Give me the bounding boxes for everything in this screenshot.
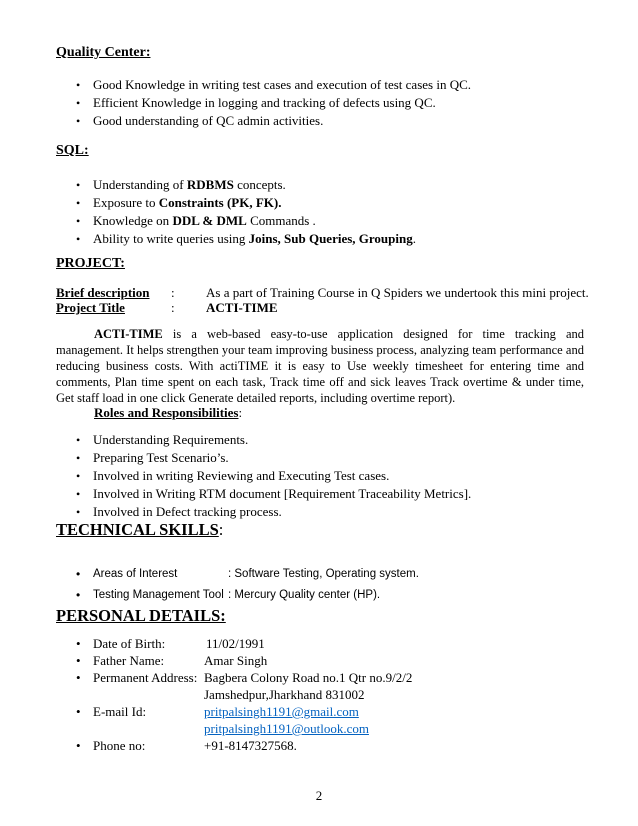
- list-item: • Testing Management Tool : Mercury Quality center (HP).: [76, 585, 224, 606]
- project-title-value: ACTI-TIME: [206, 300, 278, 315]
- list-item: • Knowledge on DDL & DML Commands .: [76, 212, 416, 230]
- list-item: • Involved in Writing RTM document [Requirement Traceability Metrics].: [76, 485, 471, 503]
- sql-heading: SQL:: [56, 143, 89, 158]
- list-item: • Involved in writing Reviewing and Executing Test cases.: [76, 467, 471, 485]
- list-item: • Good Knowledge in writing test cases and execution of test cases in QC.: [76, 76, 471, 94]
- quality-center-list: [76, 76, 471, 130]
- list-item: • Understanding Requirements.: [76, 431, 471, 449]
- project-description: ACTI-TIME is a web-based easy-to-use application designed for time tracking and management. It helps strengthen your team improving business process, analyzing team performance and reducing business costs. With actiTIME it is easy to Use weekly timesheet for entering time and comments, Plan time spent on each task, Track time off and sick leaves Track overtime & under time, Get staff load in one click Generate detailed reports, including overtime report).: [56, 327, 584, 405]
- list-item: • Ability to write queries using Joins, Sub Queries, Grouping.: [76, 230, 416, 248]
- brief-description-value: As a part of Training Course in Q Spiders we undertook this mini project.: [206, 285, 589, 300]
- project-title-row: Project Title : ACTI-TIME: [56, 300, 278, 315]
- email-link-gmail[interactable]: pritpalsingh1191@gmail.com: [204, 704, 359, 719]
- list-item: • Exposure to Constraints (PK, FK).: [76, 194, 416, 212]
- resume-page: Quality Center: • Good Knowledge in writing test cases and execution of test cases in QC. • Efficient Knowledge in logging and tracking of defects using QC. • Good understanding of QC admin activities. SQL: • Understanding of RDBMS concepts. • Exposure to Constraints (PK, FK). • Knowledge on DDL & DML Commands . • Ability to write queries using Joins, Sub Queries, Grouping. PROJECT: Brief description : As a part of Training Course in Q Spiders we undertook this mini project. Project Title : ACTI-TIME ACTI-TIME is a web-based easy-to-use application designed for time tracking and management. It helps strengthen your team improving business process, analyzing team performance and reducing business costs. With actiTIME it is easy to Use weekly timesheet for entering time and comments, Plan time spent on each task, Track time off and sick leaves Track overtime & under time, Get staff load in one click Generate detailed reports, including overtime report). Roles and Responsibilities: • Understanding Requirements. • Preparing Test Scenario’s. • Involved in writing Reviewing and Executing Test cases. • Involved in Writing RTM document [Requirement Traceability Metrics]. • Involved in Defect tracking process. TECHNICAL SKILLS: • Areas of Interest : Software Testing, Operating system. • Testing Management Tool : Mercury Quality center (HP). PERSONAL DETAILS: • Date of Birth: 11/02/1991 • Father Name: Amar Singh • Permanent Address: Bagbera Colony Road no.1 Qtr no.9/2/2 Jamshedpur,Jharkhand 831002 • E-mail Id: pritpalsingh1191@gmail.com pritpalsingh1191@outlook.com • Phone no: +91-8147327568. 2: [0, 0, 638, 826]
- technical-skills-list: [76, 564, 419, 606]
- brief-description-row: Brief description : As a part of Training Course in Q Spiders we undertook this mini project.: [56, 285, 589, 300]
- list-item: • Preparing Test Scenario’s.: [76, 449, 471, 467]
- technical-skills-heading: TECHNICAL SKILLS:: [56, 520, 224, 539]
- list-item: • Good understanding of QC admin activities.: [76, 112, 471, 130]
- roles-list: [76, 431, 471, 521]
- brief-description-label: Brief description: [56, 285, 150, 300]
- page-number: 2: [315, 788, 323, 803]
- project-heading: PROJECT:: [56, 256, 125, 271]
- quality-center-heading: Quality Center:: [56, 45, 151, 60]
- project-title-label: Project Title: [56, 300, 125, 315]
- email-link-outlook[interactable]: pritpalsingh1191@outlook.com: [204, 721, 369, 736]
- list-item: • Efficient Knowledge in logging and tracking of defects using QC.: [76, 94, 471, 112]
- personal-details-heading: PERSONAL DETAILS:: [56, 606, 226, 625]
- sql-list: [76, 176, 416, 248]
- list-item: • Involved in Defect tracking process.: [76, 503, 471, 521]
- list-item: • Areas of Interest : Software Testing, Operating system.: [76, 564, 224, 585]
- list-item: • Understanding of RDBMS concepts.: [76, 176, 416, 194]
- roles-heading: Roles and Responsibilities:: [94, 405, 243, 420]
